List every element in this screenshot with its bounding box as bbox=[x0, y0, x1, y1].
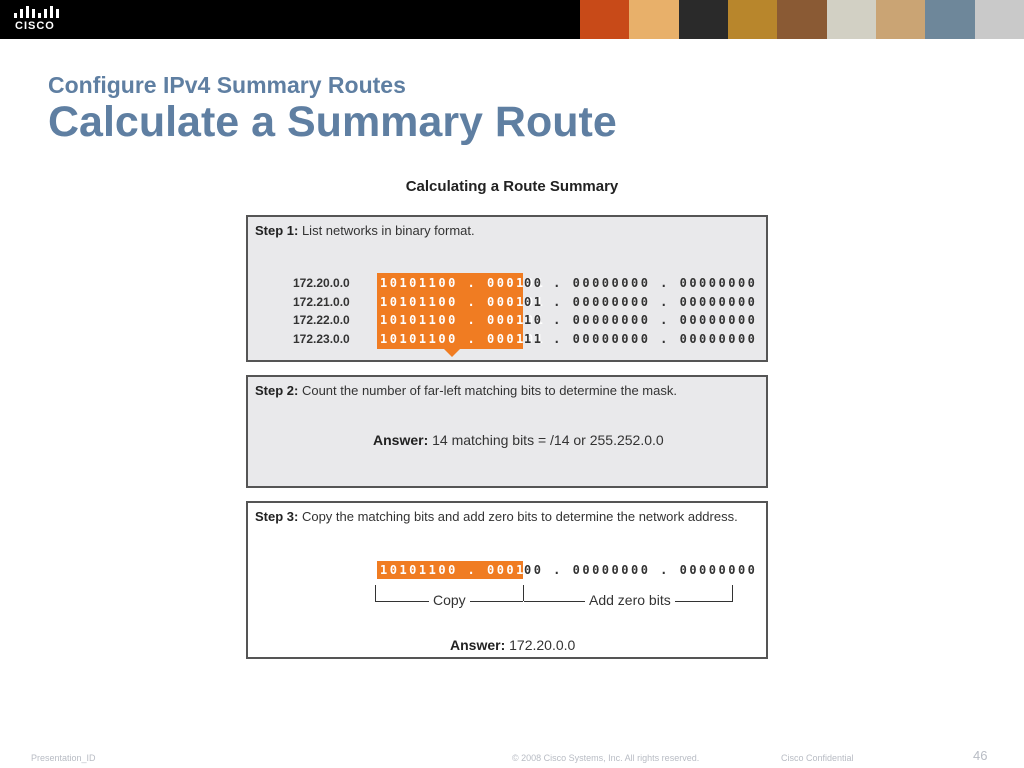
network-address: 172.21.0.0 bbox=[293, 294, 350, 309]
photo-strip bbox=[580, 0, 1024, 39]
header-photo bbox=[876, 0, 925, 39]
header-photo bbox=[728, 0, 777, 39]
header-photo bbox=[975, 0, 1024, 39]
remaining-bits: 01 . 00000000 . 00000000 bbox=[524, 294, 758, 309]
zero-label: Add zero bits bbox=[585, 592, 675, 608]
step3-panel bbox=[246, 501, 768, 659]
step1-panel bbox=[246, 215, 768, 362]
header-photo bbox=[925, 0, 974, 39]
step2-instruction: Step 2: Count the number of far-left matching bits to determine the mask. bbox=[255, 383, 677, 398]
header-bar bbox=[0, 0, 1024, 39]
network-address: 172.22.0.0 bbox=[293, 313, 350, 327]
copied-bits: 10101100 . 000101 bbox=[380, 563, 546, 577]
confidential-label: Cisco Confidential bbox=[781, 753, 854, 763]
header-photo bbox=[679, 0, 728, 39]
zero-bits: 00 . 00000000 . 00000000 bbox=[524, 563, 758, 577]
zero-bracket-right bbox=[732, 585, 733, 601]
step2-panel bbox=[246, 375, 768, 488]
slide-title: Calculate a Summary Route bbox=[48, 98, 617, 146]
remaining-bits: 10 . 00000000 . 00000000 bbox=[524, 313, 758, 327]
matching-bits: 10101100 . 000101 bbox=[380, 276, 546, 290]
copy-label: Copy bbox=[429, 592, 470, 608]
header-photo bbox=[629, 0, 678, 39]
step3-answer: Answer: 172.20.0.0 bbox=[450, 637, 576, 653]
step3-instruction: Step 3: Copy the matching bits and add zero bits to determine the network address. bbox=[255, 509, 738, 524]
copy-bracket-left bbox=[375, 585, 376, 601]
header-photo bbox=[777, 0, 826, 39]
remaining-bits: 00 . 00000000 . 00000000 bbox=[524, 276, 758, 290]
presentation-id: Presentation_ID bbox=[31, 753, 96, 763]
logo-text: CISCO bbox=[15, 20, 55, 32]
network-address: 172.20.0.0 bbox=[293, 276, 350, 290]
step2-answer: Answer: 14 matching bits = /14 or 255.252.0.0 bbox=[373, 432, 664, 448]
pointer-arrow-icon bbox=[443, 348, 461, 357]
step1-instruction: Step 1: List networks in binary format. bbox=[255, 223, 475, 238]
copy-bracket-right bbox=[523, 585, 524, 601]
figure-caption: Calculating a Route Summary bbox=[405, 178, 619, 195]
network-address: 172.23.0.0 bbox=[293, 331, 350, 346]
cisco-bars-icon bbox=[14, 6, 58, 18]
copyright: © 2008 Cisco Systems, Inc. All rights reserved. bbox=[512, 753, 700, 763]
matching-bits: 10101100 . 000101 bbox=[380, 331, 546, 346]
slide-subtitle: Configure IPv4 Summary Routes bbox=[48, 72, 406, 98]
page-number: 46 bbox=[973, 748, 988, 763]
matching-bits: 10101100 . 000101 bbox=[380, 313, 546, 327]
matching-bits: 10101100 . 000101 bbox=[380, 294, 546, 309]
cisco-logo bbox=[12, 6, 62, 34]
remaining-bits: 11 . 00000000 . 00000000 bbox=[524, 331, 758, 346]
header-photo bbox=[580, 0, 629, 39]
header-photo bbox=[827, 0, 876, 39]
